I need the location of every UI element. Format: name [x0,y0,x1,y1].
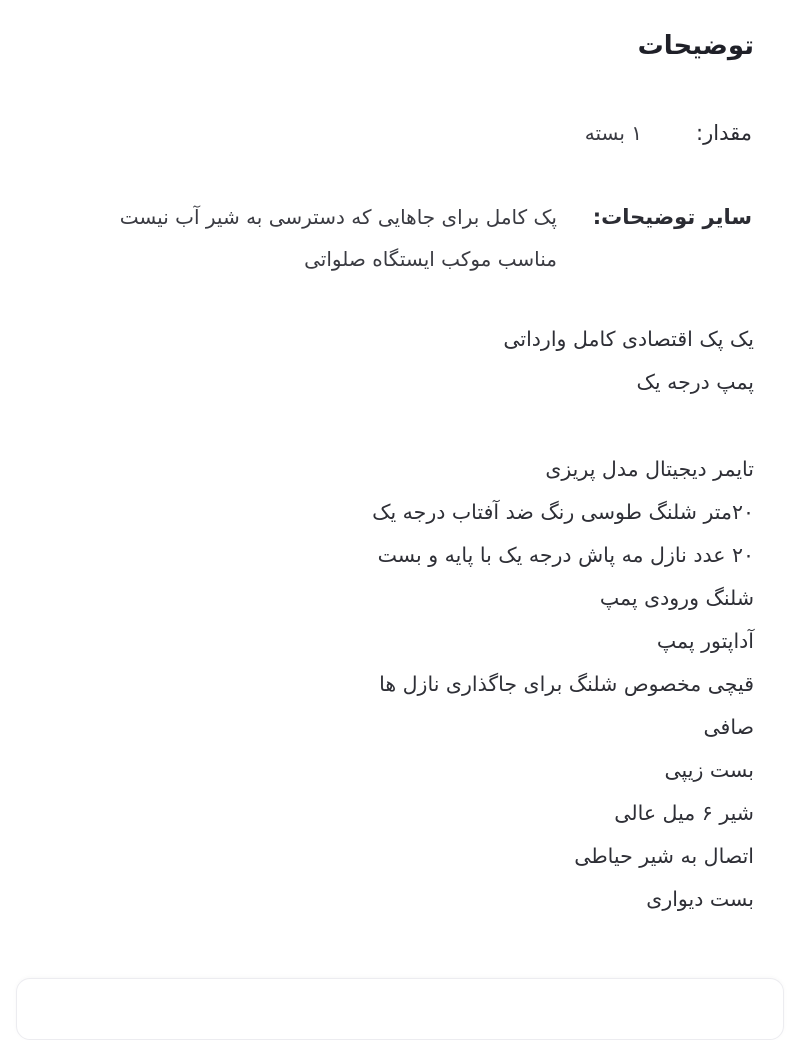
spec-row-other-description [77,196,752,280]
feature-item: یک پک اقتصادی کامل وارداتی [503,327,754,351]
quantity-label: مقدار: [696,121,752,145]
other-description-label: سایر توضیحات: [592,205,752,229]
spec-row-quantity [585,112,752,154]
feature-item: پمپ درجه یک [636,370,754,394]
feature-item: آداپتور پمپ [656,629,754,653]
feature-item: تایمر دیجیتال مدل پریزی [545,457,754,481]
feature-item: بست دیواری [646,887,754,911]
feature-item: بست زیپی [664,758,754,782]
feature-item: ۲۰ عدد نازل مه پاش درجه یک با پایه و بست [377,543,754,567]
features-list [372,318,754,921]
feature-item: ۲۰متر شلنگ طوسی رنگ ضد آفتاب درجه یک [372,500,754,524]
feature-item: قیچی مخصوص شلنگ برای جاگذاری نازل ها [379,672,754,696]
feature-item: شلنگ ورودی پمپ [599,586,754,610]
other-description-value: پک کامل برای جاهایی که دسترسی به شیر آب نیست مناسب موکب ایستگاه صلواتی [119,205,557,271]
feature-item: شیر ۶ میل عالی [614,801,754,825]
feature-item: صافی [703,715,754,739]
feature-item: اتصال به شیر حیاطی [574,844,754,868]
feature-spacer [372,404,754,448]
bottom-card [16,978,784,1040]
section-title: توضیحات [637,31,754,61]
quantity-value: ۱ بسته [584,121,642,145]
